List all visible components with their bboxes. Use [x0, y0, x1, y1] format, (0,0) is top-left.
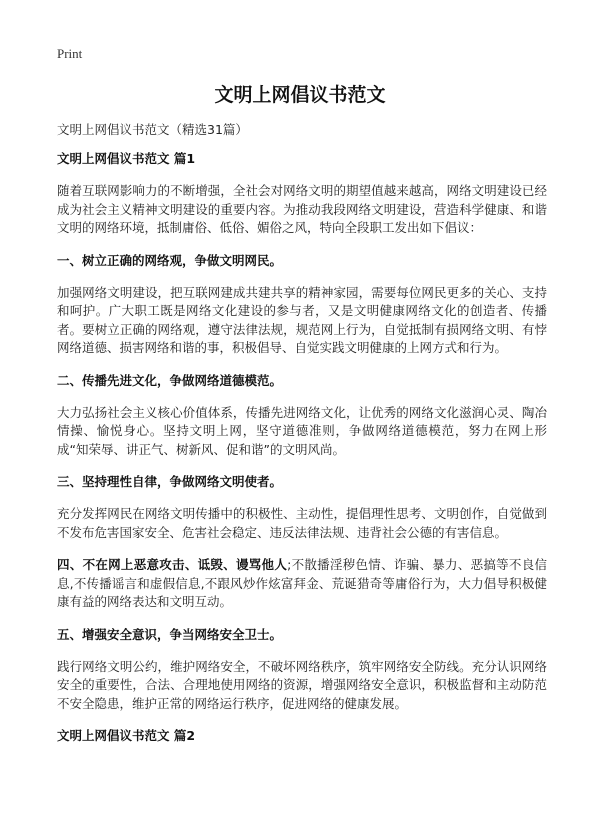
- section-1-heading: 一、树立正确的网络观，争做文明网民。: [57, 252, 283, 268]
- document-subtitle: 文明上网倡议书范文（精选31篇）: [57, 122, 248, 137]
- section-1-paragraph: 加强网络文明建设，把互联网建成共建共享的精神家园，需要每位网民更多的关心、支持和呵护。广大职工既是网络文化建设的参与者，又是文明健康网络文化的创造者、传播者。要树立正确的网络观，遵守法律法规，规范网上行为，自觉抵制有损网络文明、有悖网络道德、损害网络和谐的事，积极倡导、自觉实践文明健康的上网方式和行为。: [57, 284, 547, 355]
- section-4-text: ;不散播淫秽色情、诈骗、暴力、恶搞等不良信息,不传播谣言和虚假信息,不跟风炒作炫富拜金、荒诞猎奇等庸俗行为，大力倡导积极健康有益的网络表达和文明互动。: [57, 557, 547, 609]
- section-5-paragraph: 践行网络文明公约，维护网络安全，不破坏网络秩序，筑牢网络安全防线。充分认识网络安全的重要性，合法、合理地使用网络的资源，增强网络安全意识，积极监督和主动防范不安全隐患，维护正常的网络运行秩序，促进网络的健康发展。: [57, 658, 547, 711]
- page-title: 文明上网倡议书范文: [214, 84, 386, 106]
- section-4-lead: 四、不在网上恶意攻击、诋毁、谩骂他人: [57, 557, 288, 572]
- section-3-paragraph: 充分发挥网民在网络文明传播中的积极性、主动性，提倡理性思考、文明创作，自觉做到不发布危害国家安全、危害社会稳定、违反法律法规、违背社会公德的有害信息。: [57, 506, 547, 540]
- part2-heading: 文明上网倡议书范文 篇2: [57, 728, 196, 743]
- document-body: [57, 150, 547, 759]
- print-link[interactable]: Print: [57, 46, 83, 61]
- part1-heading: 文明上网倡议书范文 篇1: [57, 151, 196, 166]
- section-5-heading: 五、增强安全意识，争当网络安全卫士。: [57, 626, 283, 642]
- section-4-paragraph: [57, 556, 547, 612]
- section-2-paragraph: 大力弘扬社会主义核心价值体系，传播先进网络文化，让优秀的网络文化滋润心灵、陶冶情操、愉悦身心。坚持文明上网，坚守道德准则，争做网络道德模范，努力在网上形成“知荣辱、讲正气、树新风、促和谐”的文明风尚。: [57, 404, 547, 457]
- section-3-heading: 三、坚持理性自律，争做网络文明使者。: [57, 474, 283, 489]
- section-2-heading: 二、传播先进文化，争做网络道德模范。: [57, 372, 283, 388]
- intro-paragraph: 随着互联网影响力的不断增强，全社会对网络文明的期望值越来越高，网络文明建设已经成为社会主义精神文明建设的重要内容。为推动我段网络文明建设，营造科学健康、和谐文明的网络环境，抵制庸俗、低俗、媚俗之风，特向全段职工发出如下倡议：: [57, 183, 547, 235]
